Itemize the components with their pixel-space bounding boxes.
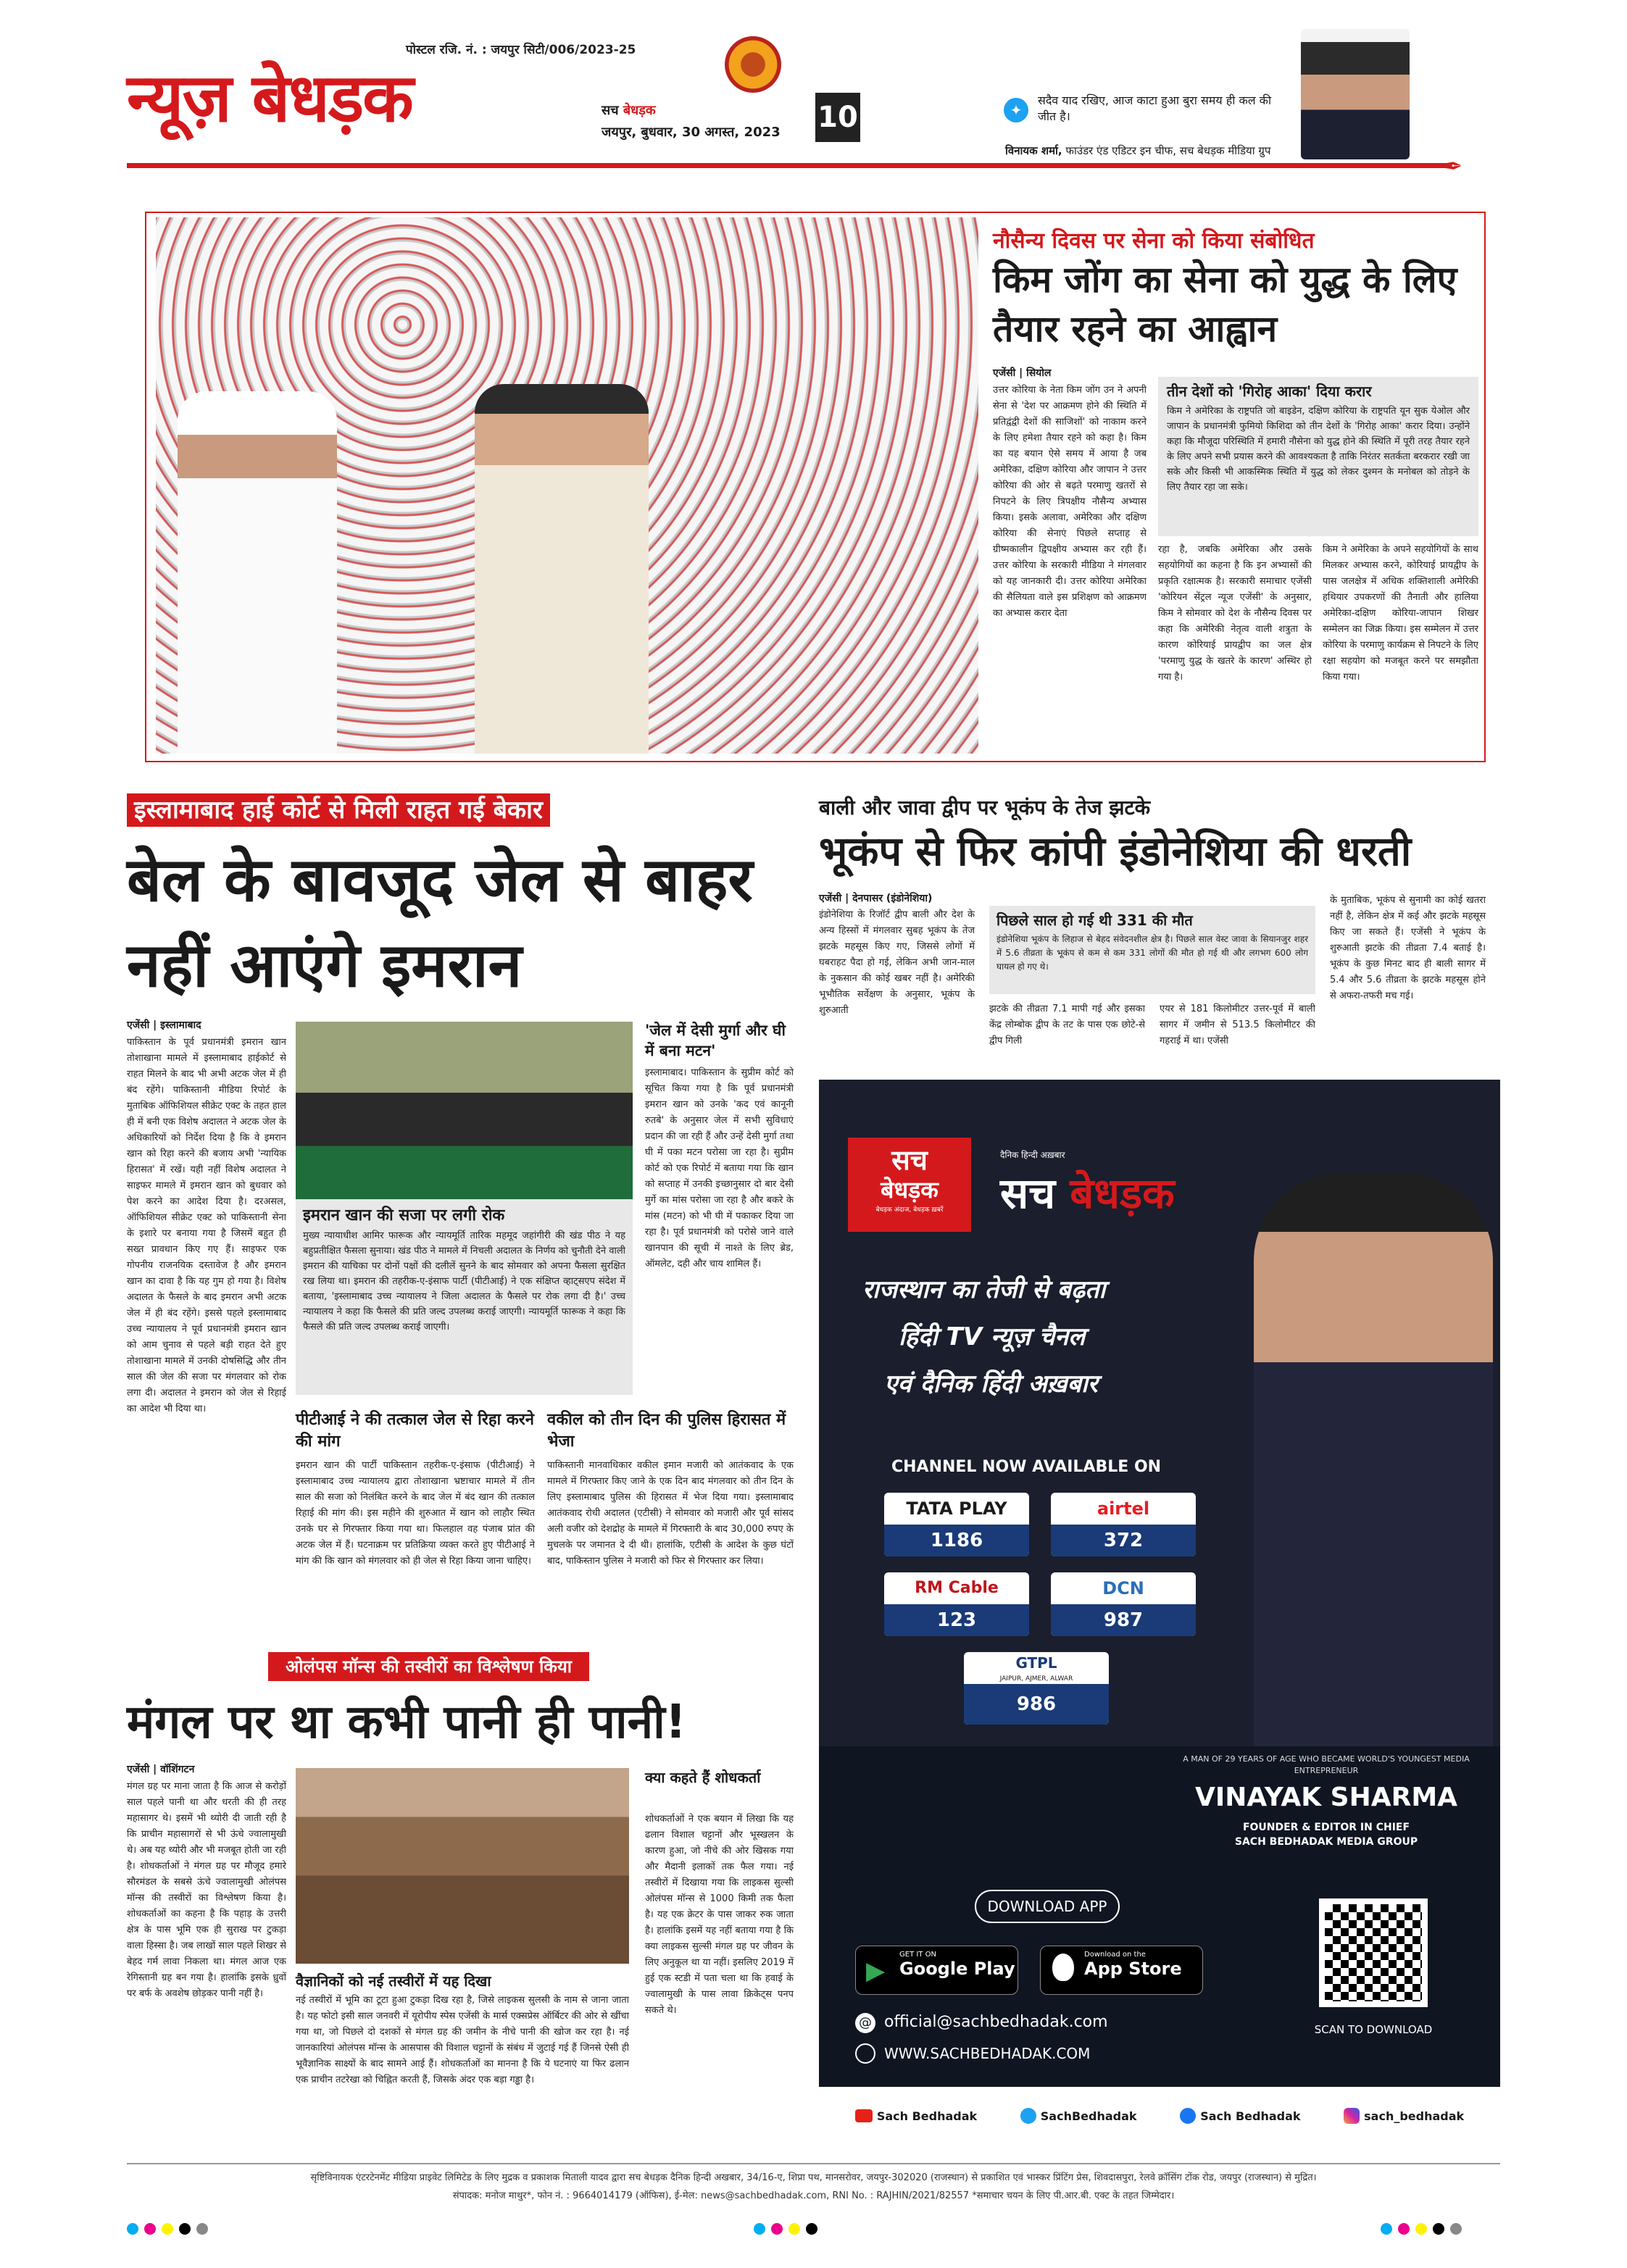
google-play-button[interactable] <box>855 1946 1018 1995</box>
globe-icon <box>855 2043 875 2064</box>
ad-person-title-1: FOUNDER & EDITOR IN CHIEF <box>1242 1822 1410 1833</box>
mars-kicker: ओलंपस मॉन्स की तस्वीरों का विश्लेषण किया <box>268 1652 589 1681</box>
ad-person-name: VINAYAK SHARMA <box>1194 1783 1458 1812</box>
indonesia-box-text: इंडोनेशिया भूकंप के लिहाज से बेहद संवेदनशील क्षेत्र है। पिछले साल वेस्ट जावा के सियानजुर शहर में 5.6 तीव्रता के भूकंप से कम से कम 331 लोगों की मौत हो गई थी और लगभग 600 लोग घायल हो गए थे। <box>996 934 1308 972</box>
social-instagram-label: sach_bedhadak <box>1364 2109 1465 2123</box>
social-youtube-label: Sach Bedhadak <box>876 2109 978 2123</box>
pen-nib-icon: ✒ <box>1442 152 1463 181</box>
issue-date: जयपुर, बुधवार, 30 अगस्त, 2023 <box>602 125 781 140</box>
footer-rule <box>127 2163 1500 2164</box>
editor-title: फाउंडर एंड एडिटर इन चीफ, सच बेधड़क मीडिया ग्रुप <box>1065 144 1271 157</box>
kim-byline: एजेंसी | सियोल <box>993 367 1052 379</box>
mars-headline: मंगल पर था कभी पानी ही पानी! <box>127 1696 686 1749</box>
mars-byline: एजेंसी | वॉशिंगटन <box>127 1764 195 1775</box>
ad-youngest-text: A MAN OF 29 YEARS OF AGE WHO BECAME WORLD'S YOUNGEST MEDIA ENTREPRENEUR <box>1183 1754 1470 1775</box>
ad-logo-small-sach: सच <box>891 1144 928 1176</box>
twitter-icon: ✦ <box>1004 98 1028 122</box>
rakhi-icon <box>725 36 781 93</box>
indonesia-col-1: इंडोनेशिया के रिजॉर्ट द्वीप बाली और देश के अन्य हिस्सों में मंगलवार सुबह भूकंप के तेज झटके महसूस किए गए, जिससे लोगों में घबराहट पैदा हो गई, लेकिन अभी जान-माल के नुकसान की कोई खबर नहीं है। अमेरिकी भूभौतिक सर्वेक्षण के अनुसार, भूकंप के शुरुआती <box>819 909 975 1016</box>
ad-logo-small <box>848 1138 971 1232</box>
kim-col-3: किम ने अमेरिका के अपने सहयोगियों के साथ मिलकर अभ्यास करने, कोरियाई प्रायद्वीप के पास जलक्षेत्र में अधिक शक्तिशाली अमेरिकी हथियार उपकरणों की तैनाती और हालिया अमेरिका-दक्षिण कोरिया-जापान शिखर सम्मेलन का जिक्र किया। इस सम्मेलन में उत्तर कोरिया के परमाणु कार्यक्रम से निपटने के लिए रक्षा सहयोग को मजबूत करने पर समझौता किया गया। <box>1323 544 1478 683</box>
app-store-button[interactable] <box>1040 1946 1203 1995</box>
qr-code[interactable] <box>1319 1898 1428 2007</box>
channel-number: 123 <box>884 1604 1029 1636</box>
page-number: 10 <box>815 93 860 142</box>
ad-logo-big-bedhadak: बेधड़क <box>1070 1169 1175 1218</box>
ad-email[interactable]: official@sachbedhadak.com <box>884 2013 1108 2031</box>
ad-line-2: हिंदी TV न्यूज़ चैनल <box>899 1322 1086 1351</box>
indonesia-byline: एजेंसी | देनपासर (इंडोनेशिया) <box>819 893 933 904</box>
ad-logo-small-sub: बेधड़क अंदाज, बेधड़क ख़बरें <box>875 1206 944 1214</box>
indonesia-headline: भूकंप से फिर कांपी इंडोनेशिया की धरती <box>819 828 1412 875</box>
channel-name: TATA PLAY <box>906 1498 1007 1519</box>
ad-line-1: राजस्थान का तेजी से बढ़ता <box>862 1275 1106 1304</box>
postal-registration: पोस्टल रजि. नं. : जयपुर सिटी/006/2023-25 <box>406 43 636 57</box>
channel-name: airtel <box>1097 1498 1150 1519</box>
imran-box-1 <box>296 1199 633 1395</box>
kim-figure <box>475 384 649 754</box>
channel-number: 372 <box>1051 1525 1196 1556</box>
imran-box-1-title: इमरान खान की सजा पर लगी रोक <box>303 1206 505 1225</box>
kim-box <box>1158 377 1478 536</box>
kim-col-2: रहा है, जबकि अमेरिका और उसके सहयोगियों का कहना है कि इन अभ्यासों की प्रकृति रक्षात्मक है। सरकारी समाचार एजेंसी 'कोरियन सेंट्रल न्यूज एजेंसी' के अनुसार, किम ने सोमवार को देश के नौसैन्य दिवस पर कहा कि अमेरिकी नेतृत्व वाली शत्रुता के कारण कोरियाई प्रायद्वीप का जल क्षेत्र 'परमाणु युद्ध के खतरे के कारण' अस्थिर हो गया है। <box>1158 544 1312 683</box>
ad-paper-label: दैनिक हिन्दी अख़बार <box>1000 1150 1065 1160</box>
ad-logo-small-bedhadak: बेधड़क <box>881 1176 939 1204</box>
kim-box-title: तीन देशों को 'गिरोह आका' दिया करार <box>1167 383 1372 400</box>
social-twitter[interactable] <box>1020 2108 1137 2124</box>
imran-box-2-text: इमरान खान की पार्टी पाकिस्तान तहरीक-ए-इंसाफ (पीटीआई) ने इस्लामाबाद उच्च न्यायालय द्वारा तोशाखाना भ्रष्टाचार मामले में तीन साल की सजा को निलंबित करने के बाद जेल में बंद खान की तत्काल रिहाई की मांग की। इस महीने की शुरुआत में खान को लाहौर स्थित उनके घर से गिरफ्तार किया गया था। फिलहाल वह पंजाब प्रांत की अटक जेल में हैं। घटनाक्रम पर प्रतिक्रिया व्यक्त करते हुए पीटीआई ने मांग की कि खान को मंगलवार को ही जेल से रिहा किया जाना चाहिए। <box>296 1460 535 1567</box>
ad-person-title-2: SACH BEDHADAK MEDIA GROUP <box>1234 1836 1418 1848</box>
google-play-icon: ▶ <box>866 1956 886 1985</box>
facebook-icon <box>1180 2108 1196 2124</box>
kim-headline: किम जोंग का सेना को युद्ध के लिए तैयार रहने का आह्वान <box>993 259 1457 350</box>
mars-caption-title: वैज्ञानिकों को नई तस्वीरों में यह दिखा <box>296 1972 491 1990</box>
mars-surface-photo <box>296 1768 629 1964</box>
editor-photo <box>1301 29 1410 159</box>
channel-gtpl <box>964 1652 1109 1725</box>
ad-line-3: एवं दैनिक हिंदी अख़बार <box>884 1369 1098 1398</box>
imran-box-3-title: वकील को तीन दिन की पुलिस हिरासत में भेजा <box>547 1411 786 1451</box>
indonesia-col-4: के मुताबिक, भूकंप से सुनामी का कोई खतरा नहीं है, लेकिन क्षेत्र में कई और झटके महसूस किए जा सकते हैं। एजेंसी ने भूकंप के शुरुआती झटके की तीव्रता 7.4 बताई है। भूकंप के कुछ मिनट बाद ही बाली सागर में 5.4 और 5.6 तीव्रता के झटके महसूस होने से अफरा-तफरी मच गई। <box>1330 895 1486 1001</box>
email-icon: @ <box>855 2013 875 2033</box>
indonesia-col-3: एयर से 181 किलोमीटर उत्तर-पूर्व में बाली सागर में जमीन से 513.5 किलोमीटर की गहराई में था। एजेंसी <box>1160 1004 1315 1046</box>
channel-name: GTPL <box>1015 1654 1057 1672</box>
imran-supporters-photo <box>296 1022 633 1199</box>
channel-number: 987 <box>1051 1604 1196 1636</box>
imran-headline: बेल के बावजूद जेल से बाहर नहीं आएंगे इमरान <box>127 844 753 1001</box>
google-play-bottom: Google Play <box>899 1959 1015 1979</box>
download-app-button[interactable]: DOWNLOAD APP <box>975 1890 1120 1923</box>
channel-sub: JAIPUR, AJMER, ALWAR <box>999 1675 1073 1683</box>
mars-caption-text: नई तस्वीरों में भूमि का टूटा हुआ टुकड़ा दिख रहा है, जिसे लाइकस सुलसी के नाम से जाना जाता है। यह फोटो इसी साल जनवरी में यूरोपीय स्पेस एजेंसी के मार्स एक्सप्रेस ऑर्बिटर की ओर से खींचा गया था, जो पिछले दो दशकों से मंगल ग्रह की जमीन के नीचे पानी की खोज कर रहा है। नई जानकारियां ओलंपस मॉन्स के आसपास की विशाल चट्टानों के संबंध में जुटाई गई हैं जिनसे ऐसी ही भूवैज्ञानिक साक्ष्यों के बाद सामने आई हैं। शोधकर्ताओं का मानना है कि ये घटनाएं या फिर ढलान एक प्राचीन तटरेखा को चिह्नित करती हैं, जिसके अंदर एक बड़ा गड्ढा है। <box>296 1995 629 2085</box>
google-play-top: GET IT ON <box>899 1951 936 1959</box>
youtube-icon <box>855 2109 873 2122</box>
imran-byline: एजेंसी | इस्लामाबाद <box>127 1020 201 1031</box>
instagram-icon <box>1344 2108 1360 2124</box>
tagline <box>602 101 656 119</box>
tagline-bedhadak: बेधड़क <box>623 103 656 118</box>
ad-logo-big <box>1000 1163 1175 1220</box>
editor-byline <box>1005 143 1270 158</box>
tagline-sach: सच <box>602 103 619 118</box>
editor-tweet: सदैव याद रखिए, आज काटा हुआ बुरा समय ही कल की जीत है। <box>1038 93 1272 123</box>
social-instagram[interactable] <box>1344 2108 1464 2124</box>
social-facebook[interactable] <box>1180 2108 1300 2124</box>
channel-rm-cable <box>884 1572 1029 1636</box>
apple-icon <box>1052 1954 1074 1981</box>
newspaper-logo: न्यूज़ बेधड़क <box>127 59 412 137</box>
channel-dcn <box>1051 1572 1196 1636</box>
channel-number: 1186 <box>884 1525 1029 1556</box>
twitter-icon <box>1020 2108 1036 2124</box>
footer-imprint: सृष्टिविनायक एंटरटेनमेंट मीडिया प्राइवेट लिमिटेड के लिए मुद्रक व प्रकाशक मिताली यादव द्वारा सच बेधड़क दैनिक हिन्दी अखबार, 34/16-ए, शिप्रा पथ, मानसरोवर, जयपुर-302020 (राजस्थान) से प्रकाशित एवं भास्कर प्रिंटिंग प्रेस, शिवदासपुरा, रेलवे क्रॉसिंग टोंक रोड, जयपुर (राजस्थान) से मुद्रित। <box>310 2172 1317 2183</box>
masthead-rule <box>127 163 1446 168</box>
imran-box-2-title: पीटीआई ने की तत्काल जेल से रिहा करने की मांग <box>296 1411 534 1451</box>
kim-kicker: नौसैन्य दिवस पर सेना को किया संबोधित <box>993 228 1315 254</box>
channel-name: RM Cable <box>915 1579 999 1597</box>
registration-marks-right <box>1381 2223 1462 2235</box>
social-youtube[interactable] <box>855 2109 977 2123</box>
imran-col-1: पाकिस्तान के पूर्व प्रधानमंत्री इमरान खान तोशाखाना मामले में इस्लामाबाद हाईकोर्ट से राहत मिलने के बाद भी अभी अटक जेल में ही बंद रहेंगे। पाकिस्तानी मीडिया रिपोर्ट के मुताबिक ऑफिशियल सीक्रेट एक्ट के तहत हाल ही में बनी एक विशेष अदालत ने अटक जेल के अधिकारियों को निर्देश दिया है कि वे इमरान खान को रिहा करने की बजाय अभी 'न्यायिक हिरासत' में रखें। यही नहीं विशेष अदालत ने साइफर मामले में इमरान खान को बुधवार को पेश करने का आदेश दिया है। दरअसल, ऑफिशियल सीक्रेट एक्ट को पाकिस्तानी सेना के इशारे पर बनाया गया है जिसमें बहुत ही सख्त प्रावधान किए गए हैं। साइफर एक गोपनीय राजनयिक दस्तावेज है और इमरान खान का दावा है कि यह गुम हो गया है। विशेष अदालत के फैसले के बाद इमरान अभी अटक जेल में ही बंद रहेंगे। इससे पहले इस्लामाबाद उच्च न्यायालय ने पूर्व प्रधानमंत्री इमरान खान को आम चुनाव से पहले बड़ी राहत देते हुए तोशाखाना मामले में उनकी दोषसिद्धि और तीन साल की जेल की सजा पर मंगलवार को रोक लगा दी। अदालत ने इमरान को जेल से रिहाई का आदेश भी दिया था। <box>127 1037 286 1414</box>
footer-editor-line: संपादक: मनोज माथुर*, फोन नं. : 9664014179 (ऑफिस), ई-मेल: news@sachbedhadak.com, RNI No. : RAJHIN/2021/82557 *समाचार चयन के लिए पी.आर.बी. एक्ट के तहत जिम्मेदार। <box>452 2190 1175 2201</box>
app-store-top: Download on the <box>1084 1951 1146 1959</box>
social-facebook-label: Sach Bedhadak <box>1200 2109 1301 2123</box>
kim-parade-photo <box>156 217 978 754</box>
social-twitter-label: SachBedhadak <box>1040 2109 1137 2123</box>
channel-airtel <box>1051 1493 1196 1556</box>
kim-box-text: किम ने अमेरिका के राष्ट्रपति जो बाइडेन, दक्षिण कोरिया के राष्ट्रपति यून सुक येओल और जापान के प्रधानमंत्री फुमियो किशिदा को तीन देशों के 'गिरोह आका' करार दिया। उन्होंने कहा कि मौजूदा परिस्थिति में हमारी नौसेना को युद्ध होने की स्थिति में पूरी तरह तैयार रहने के लिए अपने सभी प्रयास करने की आवश्यकता है ताकि निरंतर सतर्कता बरकरार रखी जा सके और किसी भी आकस्मिक स्थिति में युद्ध को लेकर दुश्मन के मनोबल को तोड़ने के लिए तैयार रहा जा सके। <box>1167 406 1470 493</box>
ad-logo-big-sach: सच <box>1000 1169 1056 1218</box>
ad-social-bar <box>819 2087 1500 2145</box>
mars-col-1: मंगल ग्रह पर माना जाता है कि आज से करोड़ों साल पहले पानी था और धरती की ही तरह महासागर थे। इसमें भी थ्योरी दी जाती रही है कि प्राचीन महासागरों से भी ऊंचे ज्वालामुखी थे। अब यह थ्योरी और भी मजबूत होती जा रही है। शोधकर्ताओं ने मंगल ग्रह पर मौजूद हमारे सौरमंडल के सबसे ऊंचे ज्वालामुखी ओलंपस मॉन्स की तस्वीरों का विश्लेषण किया है। शोधकर्ताओं का कहना है कि पहाड़ के उत्तरी क्षेत्र के पास भूमि एक ही सुराख पर टुकड़ा वाला हिस्सा है। जब लाखों साल पहले शिखर से बेहद गर्म लावा निकला था। मंगल आज एक रेगिस्तानी ग्रह बन गया है। हालांकि इसके ध्रुवों पर बर्फ के अवशेष छोड़कर पानी नहीं है। <box>127 1781 286 1999</box>
indonesia-box <box>989 906 1315 994</box>
indonesia-kicker: बाली और जावा द्वीप पर भूकंप के तेज झटके <box>819 796 1151 820</box>
ad-channel-now: CHANNEL NOW AVAILABLE ON <box>891 1458 1162 1476</box>
imran-kicker: इस्लामाबाद हाई कोर्ट से मिली राहत गई बेकार <box>127 793 550 827</box>
editor-name: विनायक शर्मा, <box>1005 144 1062 157</box>
kim-col-1: उत्तर कोरिया के नेता किम जोंग उन ने अपनी सेना से 'देश पर आक्रमण होने की स्थिति में प्रतिद्वंद्वी देशों की साजिशों' को नाकाम करने के लिए हमेशा तैयार रहने को कहा है। किम का यह बयान ऐसे समय में आया है जब अमेरिका, दक्षिण कोरिया और जापान ने उत्तर कोरिया की ओर से बढ़ते परमाणु खतरों से निपटने के लिए त्रिपक्षीय नौसैन्य अभ्यास किया। इसके अलावा, अमेरिका और दक्षिण कोरिया की सेनाएं पिछले सप्ताह से ग्रीष्मकालीन द्विपक्षीय अभ्यास कर रही हैं। उत्तर कोरिया के सरकारी मीडिया ने मंगलवार को यह जानकारी दी। उत्तर कोरिया अमेरिका की सैलियता वाले इस प्रशिक्षण को आक्रमण का अभ्यास करार देता <box>993 385 1147 619</box>
imran-box-1-text: मुख्य न्यायाधीश आमिर फारूक और न्यायमूर्ति तारिक महमूद जहांगीरी की खंड पीठ ने यह बहुप्रतीक्षित फैसला सुनाया। खंड पीठ ने मामले में निचली अदालत के निर्णय को चुनौती देने वाली इमरान की याचिका पर दोनों पक्षों की दलीलें सुनने के बाद सोमवार को अपना फैसला सुरक्षित रख लिया था। इमरान की तहरीक-ए-इंसाफ पार्टी (पीटीआई) ने एक संक्षिप्त व्हाट्सएप संदेश में बताया, 'इस्लामाबाद उच्च न्यायालय ने जिला अदालत के फैसले पर रोक लगा दी है।' उच्च न्यायालय ने कहा कि फैसले की प्रति जल्द उपलब्ध कराई जाएगी। न्यायमूर्ति फारूक ने कहा कि फैसले की प्रति जल्द उपलब्ध कराई जाएगी। <box>303 1230 625 1333</box>
imran-side-text: इस्लामाबाद। पाकिस्तान के सुप्रीम कोर्ट को सूचित किया गया है कि पूर्व प्रधानमंत्री इमरान खान को उनके 'कद एवं कानूनी रुतबे' के अनुसार जेल में सभी सुविधाएं प्रदान की जा रही हैं और उन्हें देसी मुर्गा तथा घी में पका मटन परोसा जा रहा है। सुप्रीम कोर्ट को एक रिपोर्ट में बताया गया कि खान को सप्ताह में उनकी इच्छानुसार दो बार देसी मुर्गे का मांस परोसा जा रहा है और बकरे के मांस (मटन) को भी घी में पकाकर दिया जा रहा है। पूर्व प्रधानमंत्री को परोसे जाने वाले खानपान की सूची में नाश्ते के लिए ब्रेड, ऑमलेट, दही और चाय शामिल हैं। <box>645 1067 794 1270</box>
mars-side-title: क्या कहते हैं शोधकर्ता <box>645 1769 761 1786</box>
channel-number: 986 <box>964 1684 1109 1725</box>
mars-side-text: शोधकर्ताओं ने एक बयान में लिखा कि यह ढलान विशाल चट्टानों और भूस्खलन के कारण हुआ, जो नीचे की ओर खिसक गया और मैदानी इलाकों तक फैल गया। नई तस्वीरों में दिखाया गया कि लाइकस सुल्सी ओलंपस मॉन्स से 1000 किमी तक फैला है। यह एक क्रेटर के पास जाकर रुक जाता है। हालांकि इसमें यह नहीं बताया गया है कि क्या लाइकस सुल्सी मंगल ग्रह पर जीवन के लिए अनुकूल था या नहीं। इसलिए 2019 में हुई एक स्टडी में पता चला था कि हवाई के ज्वालामुखी के पास लावा क्रिकेट्स पनप सकते थे। <box>645 1814 794 2016</box>
ad-website[interactable]: WWW.SACHBEDHADAK.COM <box>884 2045 1091 2062</box>
registration-marks-left <box>127 2223 208 2235</box>
officer-figure <box>178 391 337 754</box>
indonesia-col-2: झटके की तीव्रता 7.1 मापी गई और इसका केंद्र लोम्बोक द्वीप के तट के पास एक छोटे-से द्वीप गिली <box>989 1004 1145 1046</box>
imran-box-3-text: पाकिस्तानी मानवाधिकार वकील इमान मजारी को आतंकवाद के एक मामले में गिरफ्तार किए जाने के एक दिन बाद मंगलवार को तीन दिन के लिए इस्लामाबाद पुलिस की हिरासत में भेज दिया गया। इस्लामाबाद आतंकवाद रोधी अदालत (एटीसी) ने सोमवार को मजारी और पूर्व सांसद अली वजीर को देशद्रोह के मामले में गिरफ्तारी के बाद 30,000 रुपए के मुचलके पर जमानत दे दी थी। हालांकि, एटीसी के आदेश के कुछ घंटों बाद, पाकिस्तान पुलिस ने मजारी को फिर से गिरफ्तार कर लिया। <box>547 1460 794 1567</box>
channel-name: DCN <box>1102 1578 1144 1598</box>
channel-tata-play <box>884 1493 1029 1556</box>
app-store-bottom: App Store <box>1084 1959 1182 1979</box>
registration-marks-center <box>754 2223 817 2235</box>
imran-side-title: 'जेल में देसी मुर्गा और घी में बना मटन' <box>645 1022 786 1059</box>
advertisement[interactable] <box>819 1080 1500 2145</box>
indonesia-box-title: पिछले साल हो गई थी 331 की मौत <box>996 912 1193 929</box>
ad-scan-text: SCAN TO DOWNLOAD <box>1314 2023 1433 2036</box>
